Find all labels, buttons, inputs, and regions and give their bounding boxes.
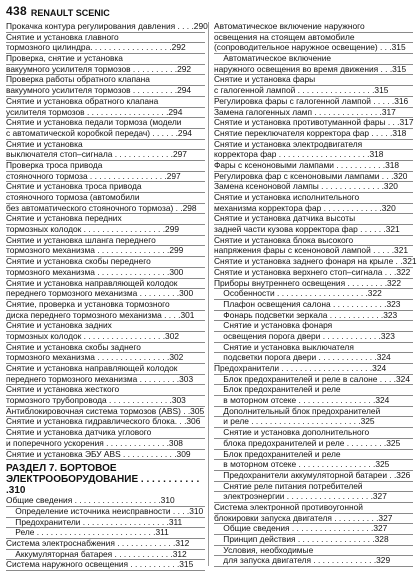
toc-line-text: подсветки порога двери . . . . . . . . . . . . .324	[214, 352, 391, 363]
toc-line-text: наружного освещения во время движения . . .315	[214, 63, 407, 74]
section-title-line1: РАЗДЕЛ 7. БОРТОВОЕ	[6, 463, 117, 475]
toc-line	[6, 450, 205, 461]
toc-line-text: и поперечного ускорения . . . . . . . . . . . . . .308	[6, 437, 183, 448]
toc-line-text: в моторном отсеке . . . . . . . . . . . . . . . . .324	[214, 395, 390, 406]
toc-line	[6, 300, 205, 311]
toc-line-text: Снятие и установка направляющей колодок	[6, 277, 178, 288]
toc-line-text: Снятие и установка дополнительного	[214, 427, 370, 438]
toc-line-text: и реле . . . . . . . . . . . . . . . . . . . . . . . .325	[214, 416, 375, 427]
toc-line-text: Блок предохранителей и реле	[214, 384, 341, 395]
toc-line	[6, 560, 205, 571]
toc-line-text: Определение источника неисправности . . . .310	[6, 505, 204, 516]
toc-line-text: Аккумуляторная батарея . . . . . . . . . . . . .312	[6, 548, 187, 559]
toc-line	[214, 556, 413, 567]
toc-line-text: Блок предохранителей и реле в салоне . . . .324	[214, 373, 410, 384]
toc-line-text: Условия, необходимые	[214, 544, 314, 555]
toc-line-text: усилителя тормозов . . . . . . . . . . . . . . . . . .294	[6, 106, 183, 117]
toc-line-text: Снятие и установка фонаря	[214, 320, 333, 331]
toc-line-text: с галогенной лампой . . . . . . . . . . . . . . . . .315	[214, 85, 389, 96]
toc-line-text: выключателя стоп–сигнала . . . . . . . . . . . . .297	[6, 149, 187, 160]
toc-line-text: Снятие и установка троса привода	[6, 181, 142, 192]
toc-line-text: задней части кузова корректора фар . . . . . .321	[214, 224, 400, 235]
toc-line-text: Фары с ксеноновыми лампами . . . . . . . . . . .318	[214, 159, 400, 170]
page-header	[6, 4, 110, 18]
toc-line-text: Предохранители . . . . . . . . . . . . . . . . . . .311	[6, 516, 183, 527]
toc-line-text: (сопроводительное наружное освещение) . . .315	[214, 42, 406, 53]
toc-line-text: освещения на стоящем автомобиле	[214, 31, 355, 42]
toc-line	[214, 97, 413, 108]
toc-line-text: Система электроснабжения . . . . . . . . . . . . .312	[6, 537, 190, 548]
toc-line-text: стояночного тормоза . . . . . . . . . . . . . . . . .297	[6, 170, 181, 181]
toc-line-text: вакуумного усилителя тормозов . . . . . . . . . .294	[6, 85, 192, 96]
toc-line-text: тормозного трубопровода . . . . . . . . . . . . . .303	[6, 395, 186, 406]
toc-line-text: Снятие и установка скобы переднего	[6, 256, 151, 267]
toc-line-text: тормозных колодок . . . . . . . . . . . . . . . . . .299	[6, 224, 180, 235]
toc-line-text: тормозного механизма . . . . . . . . . . . . . . . .300	[6, 266, 184, 277]
toc-line-text: Снятие и установка верхнего стоп–сигнала . . .322	[214, 266, 411, 277]
toc-left-column	[6, 21, 208, 571]
toc-line-text: Предохранители . . . . . . . . . . . . . . . . . . . .324	[214, 363, 387, 373]
toc-line-text: Регулировка фар с ксеноновыми лампами . . .320	[214, 170, 408, 181]
toc-line-text: в моторном отсеке . . . . . . . . . . . . . . . . .325	[214, 459, 390, 470]
toc-line-text: переднего тормозного механизма . . . . . . . . .303	[6, 373, 194, 384]
toc-line	[214, 129, 413, 140]
toc-line-text: Снятие и установка ЭБУ ABS . . . . . . . . . . . .309	[6, 448, 191, 459]
toc-line-text: Снятие и установка датчика высоты	[214, 213, 356, 224]
toc-right-column	[214, 21, 417, 567]
toc-line	[6, 439, 205, 450]
toc-line-text: Проверка работы обратного клапана	[6, 74, 150, 85]
page-number: 438	[6, 4, 27, 18]
toc-line	[6, 507, 205, 518]
toc-line-text: механизма корректора фар . . . . . . . . . . . . .320	[214, 202, 396, 213]
toc-line-text: Снятие и установка исполнительного	[214, 192, 360, 202]
toc-line-text: Снятие и установка задних	[6, 320, 112, 331]
section-heading	[6, 463, 205, 496]
toc-line-text: Система электронной противоугонной	[214, 501, 363, 512]
toc-list-left	[6, 21, 208, 460]
toc-line-text: тормозного механизма . . . . . . . . . . . . . . . .302	[6, 352, 184, 363]
toc-line-text: Снятие и установка передних	[6, 213, 122, 224]
toc-line-text: переднего тормозного механизма . . . . . . . . .300	[6, 288, 194, 299]
toc-line-text: Снятие и установка фары	[214, 74, 316, 85]
toc-line-text: Блок предохранителей и реле	[214, 448, 341, 459]
toc-line-text: Предохранители аккумуляторной батареи . .326	[214, 469, 411, 480]
toc-line-text: Снятие и установка обратного клапана	[6, 95, 159, 106]
toc-line-text: Снятие и установка направляющей колодок	[6, 363, 178, 373]
toc-line-text: Общие сведения . . . . . . . . . . . . . . . . . . .310	[6, 495, 175, 506]
toc-line-text: Снятие, проверка и установка тормозного	[6, 298, 170, 309]
toc-line-text: вакуумного усилителя тормозов . . . . . . . . . .292	[6, 63, 192, 74]
book-title: RENAULT SCENIC	[30, 8, 110, 18]
toc-line-text: Снятие и установка заднего фонаря на крыле . .321	[214, 256, 417, 267]
toc-line-text: блока предохранителей и реле . . . . . . . . .325	[214, 437, 401, 448]
toc-line-text: Прокачка контура регулирования давления . . . .290	[6, 21, 208, 31]
toc-line-text: для запуска двигателя . . . . . . . . . . . . . .329	[214, 555, 391, 566]
toc-line-text: Система наружного освещения . . . . . . . . . . .315	[6, 559, 194, 570]
toc-list-right	[214, 21, 417, 567]
toc-line-text: тормозного цилиндра. . . . . . . . . . . . . . . . . .292	[6, 42, 186, 53]
toc-line-text: Снятие и установка	[6, 138, 83, 149]
toc-line-text: Реле . . . . . . . . . . . . . . . . . . . . . . . . . .311	[6, 527, 169, 538]
toc-line-text: корректора фар . . . . . . . . . . . . . . . . . . . .318	[214, 149, 384, 160]
toc-line-text: Принцип действия . . . . . . . . . . . . . . . . .328	[214, 534, 389, 544]
toc-line-text: Автоматическое включение наружного	[214, 21, 365, 31]
toc-line-text: Антиблокировочная система тормозов (ABS) . .305	[6, 405, 205, 416]
toc-line-text: Снятие и установка педали тормоза (модели	[6, 117, 182, 128]
toc-line	[6, 97, 205, 108]
toc-line-text: с автоматической коробкой передач) . . . . . .294	[6, 127, 192, 138]
toc-line	[6, 268, 205, 279]
toc-line-text: Снятие переключателя корректора фар . . . . .318	[214, 127, 407, 138]
toc-line-text: напряжения фары с ксеноновой лампой . . . . .321	[214, 245, 409, 256]
toc-line-text: Проверка, снятие и установка	[6, 53, 123, 64]
toc-line-text: Снятие и установка датчика углового	[6, 427, 152, 438]
toc-line-text: Снятие реле питания потребителей	[214, 480, 363, 491]
toc-line-text: тормозного механизма . . . . . . . . . . . . . . . .299	[6, 245, 184, 256]
toc-line-text: Плафон освещения салона . . . . . . . . . . . .323	[214, 298, 401, 309]
section-title-line2: ЭЛЕКТРООБОРУДОВАНИЕ . . . . . . . . . . . .310	[6, 474, 200, 497]
toc-line-text: Общие сведения . . . . . . . . . . . . . . . . . .327	[214, 523, 388, 534]
toc-line-text: Дополнительный блок предохранителей	[214, 405, 381, 416]
toc-line-text: освещения порога двери . . . . . . . . . . . . .323	[214, 330, 395, 341]
toc-line-text: Снятие и установка противотуманной фары . . .317	[214, 117, 414, 128]
toc-line	[214, 439, 413, 450]
toc-list-left-section7	[6, 496, 205, 571]
toc-line-text: Снятие и установка шланга переднего	[6, 234, 156, 245]
toc-line-text: Снятие и установка блока высокого	[214, 234, 354, 245]
toc-line-text: Снятие и установка скобы заднего	[6, 341, 141, 352]
toc-line-text: Снятие и установка электродвигателя	[214, 138, 363, 149]
toc-line-text: Особенности . . . . . . . . . . . . . . . . . . . .322	[214, 288, 382, 299]
toc-line-text: Замена галогенных ламп . . . . . . . . . . . . . . .317	[214, 106, 396, 117]
toc-line-text: стояночного тормоза (автомобили	[6, 192, 140, 202]
toc-line	[214, 471, 413, 482]
toc-line-text: Автоматическое включение	[214, 53, 332, 64]
toc-line	[214, 300, 413, 311]
toc-line-text: без автоматического стояночного тормоза) . .298	[6, 202, 197, 213]
toc-line-text: Снятие и установка жесткого	[6, 384, 120, 395]
toc-line	[214, 268, 413, 279]
toc-line-text: Снятие и установка выключателя	[214, 341, 354, 352]
toc-line-text: Регулировка фары с галогенной лампой . . . . .316	[214, 95, 409, 106]
toc-line-text: Замена ксеноновой лампы . . . . . . . . . . . . . .320	[214, 181, 398, 192]
toc-line-text: электроэнергии . . . . . . . . . . . . . . . . . . .327	[214, 491, 387, 502]
toc-line-text: Снятие и установка гидравлического блока. . .306	[6, 416, 201, 427]
toc-line-text: блокировки запуска двигателя . . . . . . . . . .327	[214, 512, 393, 523]
toc-line	[6, 129, 205, 140]
toc-line-text: Приборы внутреннего освещения . . . . . . . . .322	[214, 277, 401, 288]
toc-line-text: Снятие и установка главного	[6, 31, 119, 42]
toc-line-text: Проверка троса привода	[6, 159, 103, 170]
column-divider	[208, 22, 209, 566]
toc-line-text: Фонарь подсветки зеркала . . . . . . . . . . . .323	[214, 309, 398, 320]
toc-line-text: тормозных колодок . . . . . . . . . . . . . . . . . .302	[6, 330, 180, 341]
toc-line-text: диска переднего тормозного механизма . . . .301	[6, 309, 195, 320]
